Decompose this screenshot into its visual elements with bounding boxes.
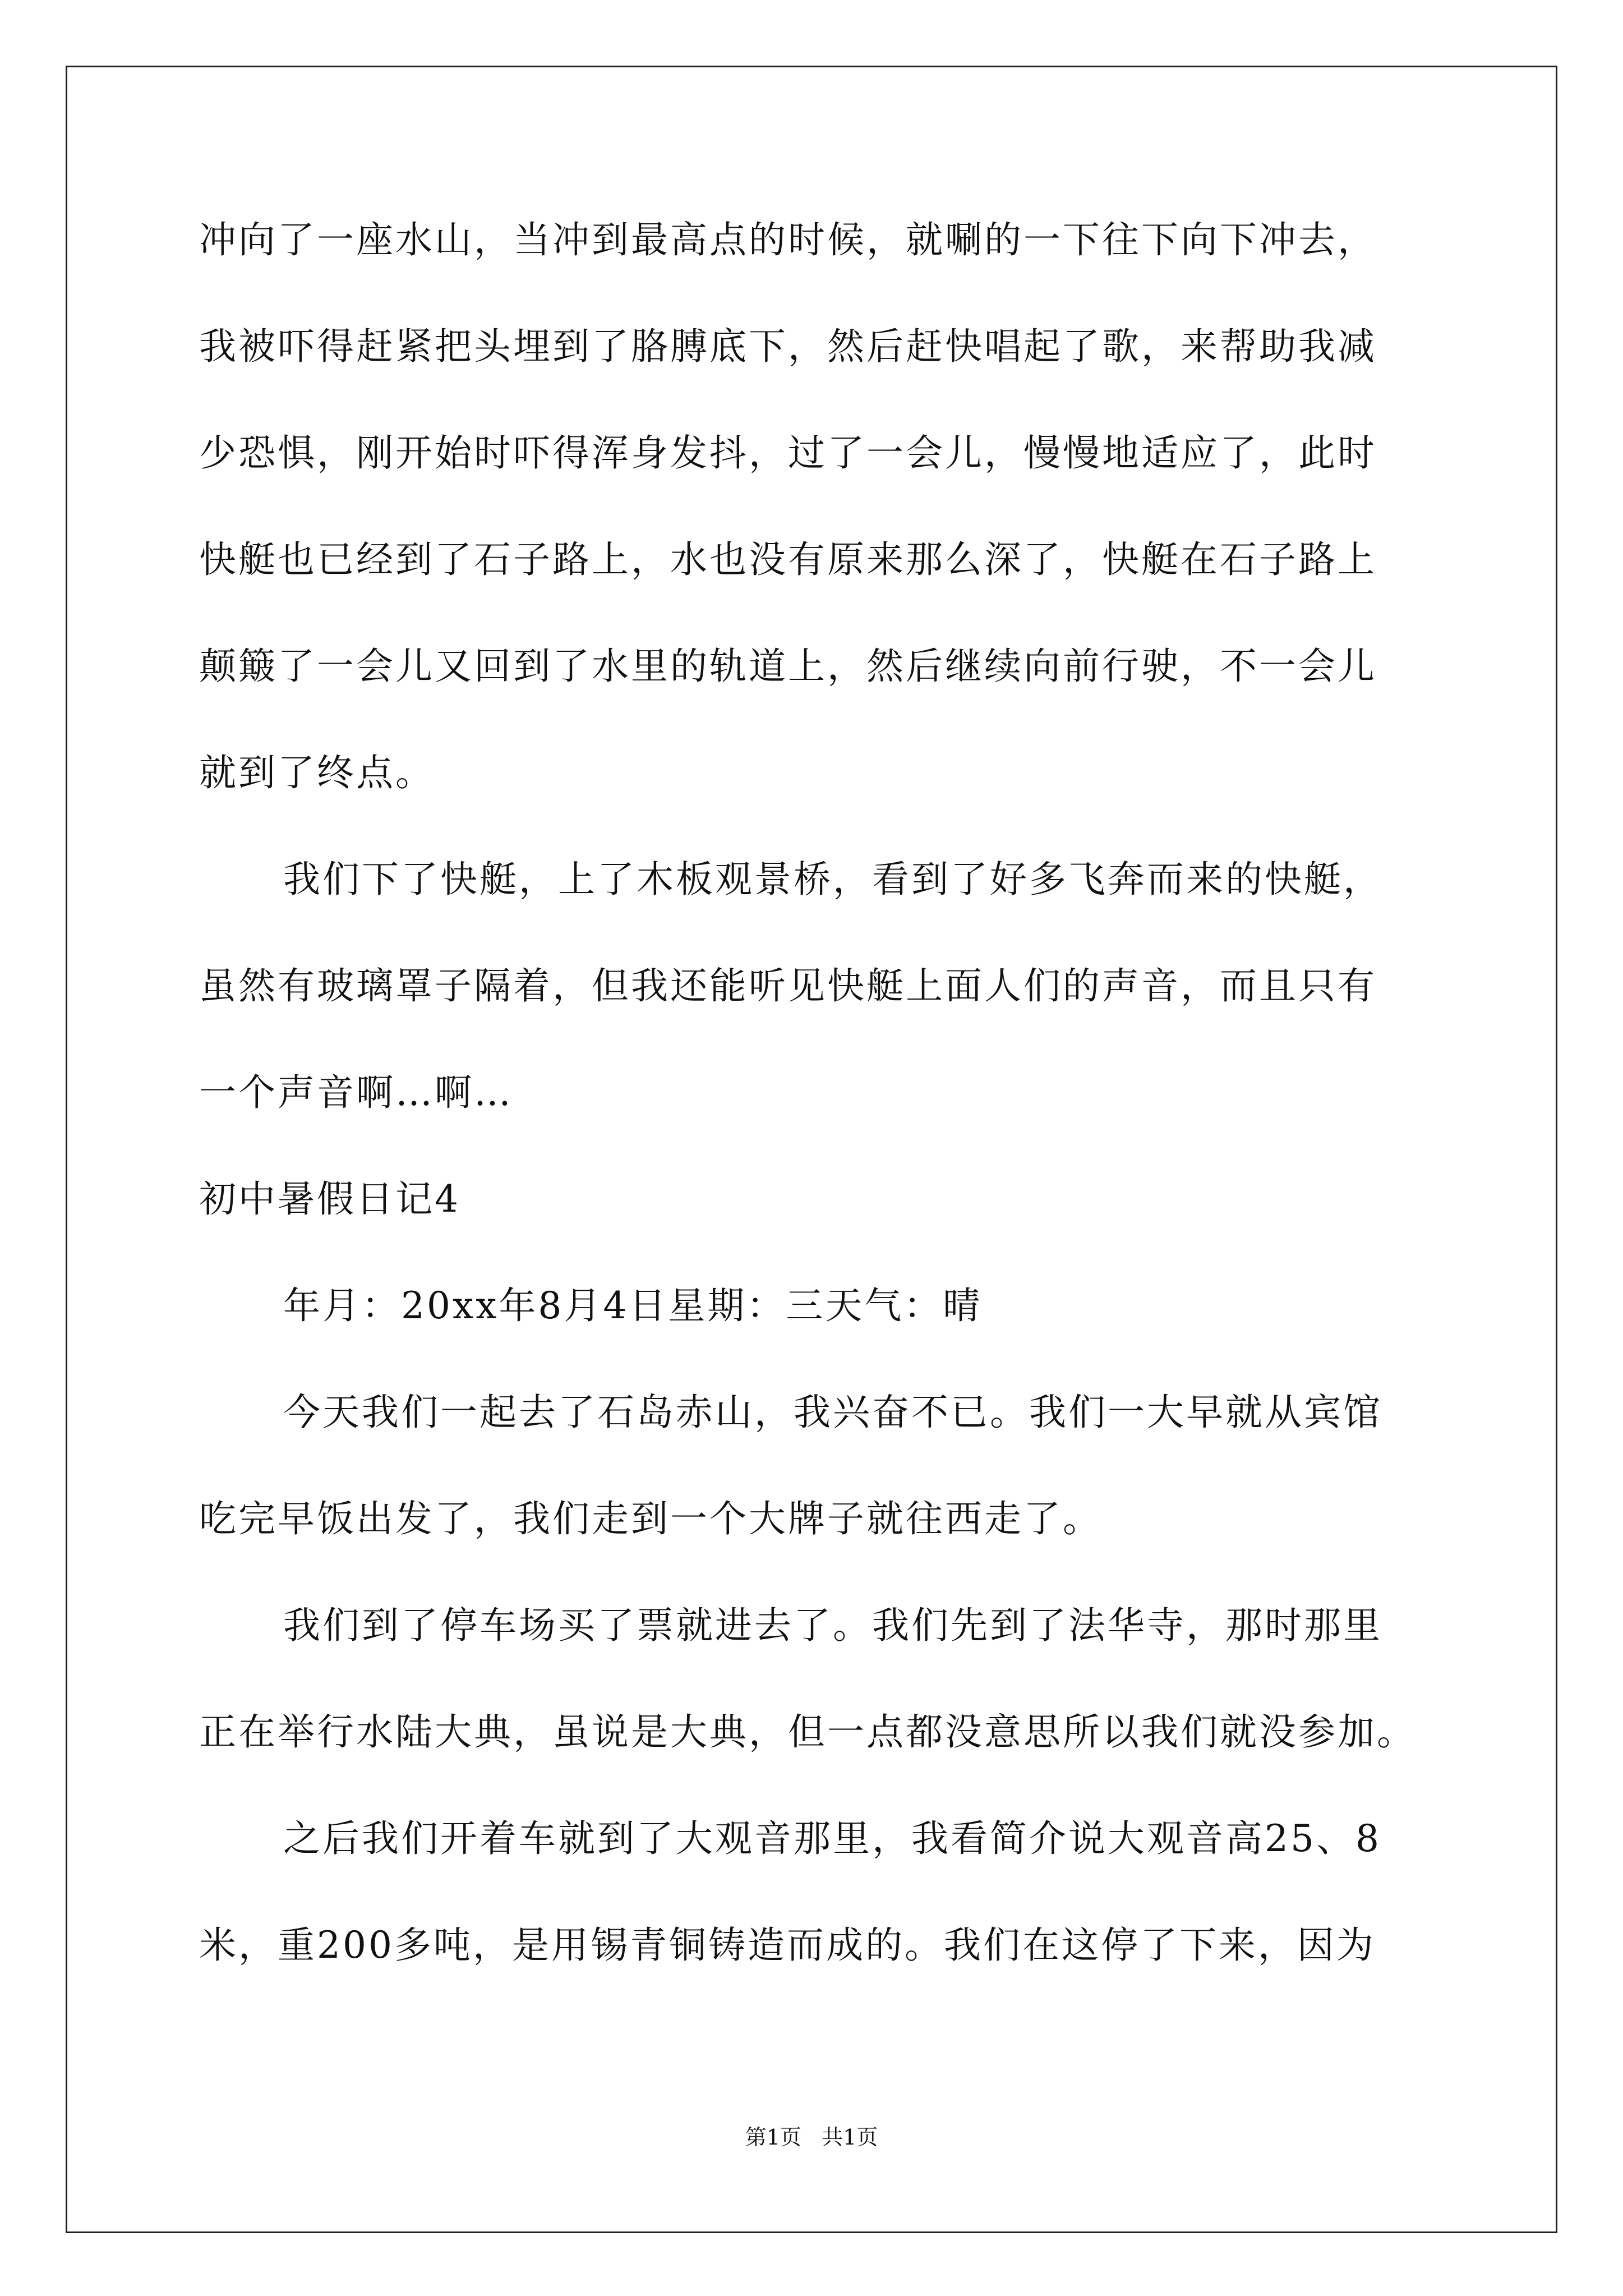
text-line: 我被吓得赶紧把头埋到了胳膊底下，然后赶快唱起了歌，来帮助我减: [199, 325, 1377, 368]
page-number: 第1页: [745, 2125, 801, 2150]
text-line: 就到了终点。: [199, 751, 435, 794]
text-line: 颠簸了一会儿又回到了水里的轨道上，然后继续向前行驶，不一会儿: [199, 645, 1377, 688]
page-footer: [0, 2123, 1623, 2151]
diary-date-line: 年月：20xx年8月4日星期：三天气：晴: [283, 1284, 983, 1327]
text-line: 正在举行水陆大典，虽说是大典，但一点都没意思所以我们就没参加。: [199, 1710, 1416, 1754]
text-line: 快艇也已经到了石子路上，水也没有原来那么深了，快艇在石子路上: [199, 538, 1377, 581]
paragraph-first-line: 今天我们一起去了石岛赤山，我兴奋不已。我们一大早就从宾馆: [283, 1391, 1382, 1434]
paragraph-first-line: 我们下了快艇，上了木板观景桥，看到了好多飞奔而来的快艇，: [283, 858, 1382, 901]
text-line: 一个声音啊…啊…: [199, 1071, 513, 1114]
section-heading: 初中暑假日记4: [199, 1177, 460, 1221]
text-line: 米，重200多吨，是用锡青铜铸造而成的。我们在这停了下来，因为: [199, 1924, 1376, 1967]
text-line: 冲向了一座水山，当冲到最高点的时候，就唰的一下往下向下冲去，: [199, 218, 1377, 261]
paragraph-first-line: 我们到了停车场买了票就进去了。我们先到了法华寺，那时那里: [283, 1604, 1382, 1647]
text-line: 少恐惧，刚开始时吓得浑身发抖，过了一会儿，慢慢地适应了，此时: [199, 431, 1377, 475]
text-line: 吃完早饭出发了，我们走到一个大牌子就往西走了。: [199, 1497, 1102, 1540]
paragraph-first-line: 之后我们开着车就到了大观音那里，我看简介说大观音高25、8: [283, 1817, 1381, 1860]
page-border: [66, 66, 1557, 2233]
page-total: 共1页: [822, 2125, 878, 2150]
text-line: 虽然有玻璃罩子隔着，但我还能听见快艇上面人们的声音，而且只有: [199, 964, 1377, 1007]
